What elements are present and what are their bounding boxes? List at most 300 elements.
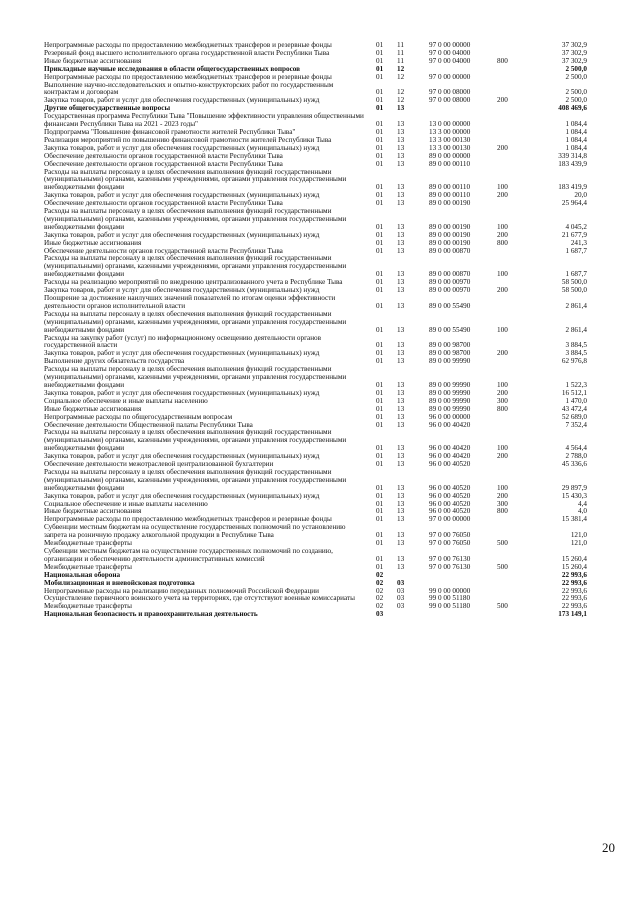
row-amount: 3 884,5: [565, 341, 587, 350]
row-target-item-code: 89 0 00 98700: [429, 341, 471, 350]
row-section-code: 01: [376, 48, 384, 57]
row-target-item-code: 89 0 00 00110: [429, 191, 471, 200]
row-target-item-code: 89 0 00 00870: [429, 246, 471, 255]
row-section-code: 01: [376, 270, 384, 279]
row-name: Выполнение научно-исследовательских и опытно-конструкторских работ по государственным контрактам и договорам: [44, 80, 334, 97]
row-name: Социальное обеспечение и иные выплаты населению: [44, 396, 208, 405]
row-target-item-code: 99 0 00 51180: [429, 602, 471, 611]
row-expense-type-code: 800: [497, 404, 508, 413]
row-subsection-code: 12: [397, 96, 405, 105]
row-amount: 1 687,7: [565, 270, 587, 279]
row-subsection-code: 13: [397, 420, 405, 429]
row-section-code: 01: [376, 554, 384, 563]
row-subsection-code: 13: [397, 246, 405, 255]
row-name: Расходы на выплаты персоналу в целях обеспечения выполнения функций государственными (муниципальными) органами, казенными учреждениями, органами управления государственными внебюджетными фондами: [44, 207, 347, 231]
row-amount: 22 993,6: [561, 602, 587, 611]
row-section-code: 01: [376, 404, 384, 413]
row-section-code: 01: [376, 515, 384, 524]
row-amount: 183 419,9: [558, 183, 587, 192]
row-amount: 45 336,6: [561, 460, 587, 469]
row-amount: 37 302,9: [561, 56, 587, 65]
row-target-item-code: 89 0 00 99990: [429, 404, 471, 413]
row-expense-type-code: 500: [497, 602, 508, 611]
row-section-code: 01: [376, 357, 384, 366]
row-target-item-code: 89 0 00 00190: [429, 230, 471, 239]
row-name: Закупка товаров, работ и услуг для обеспечения государственных (муниципальных) нужд: [44, 286, 320, 295]
row-section-code: 01: [376, 238, 384, 247]
row-name: Резервный фонд высшего исполнительного органа государственной власти Республики Тыва: [44, 48, 330, 57]
row-expense-type-code: 200: [497, 286, 508, 295]
row-amount: 3 884,5: [565, 349, 587, 358]
row-expense-type-code: 200: [497, 96, 508, 105]
row-section-code: 01: [376, 380, 384, 389]
row-amount: 1 522,3: [565, 380, 587, 389]
row-subsection-code: 13: [397, 499, 405, 508]
row-subsection-code: 13: [397, 127, 405, 136]
row-expense-type-code: 500: [497, 562, 508, 571]
row-section-code: 01: [376, 135, 384, 144]
row-subsection-code: 13: [397, 491, 405, 500]
row-amount: 16 512,1: [561, 388, 587, 397]
row-section-code: 01: [376, 64, 384, 73]
row-amount: 183 439,9: [558, 159, 587, 168]
row-target-item-code: 96 0 00 40520: [429, 483, 471, 492]
row-section-code: 01: [376, 396, 384, 405]
row-name: Закупка товаров, работ и услуг для обеспечения государственных (муниципальных) нужд: [44, 191, 320, 200]
row-amount: 4 045,2: [565, 222, 587, 231]
row-expense-type-code: 300: [497, 396, 508, 405]
row-section-code: 01: [376, 420, 384, 429]
row-name: Расходы на выплаты персоналу в целях обеспечения выполнения функций государственными (муниципальными) органами, казенными учреждениями, органами управления государственными внебюджетными фондами: [44, 428, 347, 453]
row-name: Закупка товаров, работ и услуг для обеспечения государственных (муниципальных) нужд: [44, 143, 320, 152]
row-target-item-code: 13 3 00 00130: [429, 143, 471, 152]
row-subsection-code: 13: [397, 396, 405, 405]
row-name: Обеспечение деятельности органов государственной власти Республики Тыва: [44, 246, 283, 255]
row-section-code: 01: [376, 183, 384, 192]
row-name: Непрограммные расходы по предоставлению межбюджетных трансферов и резервные фонды: [44, 72, 332, 81]
table-row: [44, 335, 604, 351]
row-subsection-code: 13: [397, 444, 405, 453]
row-section-code: 02: [376, 602, 384, 611]
row-amount: 339 314,8: [558, 151, 587, 160]
row-subsection-code: 13: [397, 238, 405, 247]
row-target-item-code: 13 0 00 00000: [429, 120, 471, 129]
row-target-item-code: 97 0 00 00000: [429, 515, 471, 524]
row-subsection-code: 12: [397, 72, 405, 81]
row-subsection-code: 13: [397, 388, 405, 397]
row-name: Закупка товаров, работ и услуг для обеспечения государственных (муниципальных) нужд: [44, 491, 320, 500]
row-target-item-code: 89 0 00 99990: [429, 396, 471, 405]
row-section-code: 01: [376, 483, 384, 492]
row-section-code: 01: [376, 199, 384, 208]
row-name: Межбюджетные трансферты: [44, 539, 132, 548]
row-subsection-code: 11: [397, 41, 404, 49]
row-name: Осуществление первичного воинского учета на территориях, где отсутствуют военные комиссариаты: [44, 594, 355, 603]
row-name: Расходы на выплаты персоналу в целях обеспечения выполнения функций государственными (муниципальными) органами, казенными учреждениями, органами управления государственными внебюджетными фондами: [44, 254, 347, 279]
row-amount: 25 964,4: [561, 199, 587, 208]
row-amount: 121,0: [570, 531, 587, 540]
row-section-code: 01: [376, 104, 384, 113]
row-target-item-code: 97 0 00 76130: [429, 554, 471, 563]
row-section-code: 01: [376, 159, 384, 168]
row-name: Расходы на закупку работ (услуг) по информационному освещению деятельности органов государственной власти: [44, 333, 322, 350]
row-amount: 2 861,4: [565, 301, 587, 310]
row-name: Расходы на выплаты персоналу в целях обеспечения выполнения функций государственными (муниципальными) органами, казенными учреждениями, органами управления государственными внебюджетными фондами: [44, 167, 347, 192]
row-subsection-code: 13: [397, 222, 405, 231]
row-subsection-code: 13: [397, 460, 405, 469]
row-name: Обеспечение деятельности органов государственной власти Республики Тыва: [44, 151, 283, 160]
row-section-code: 01: [376, 286, 384, 295]
row-name: Другие общегосударственные вопросы: [44, 104, 171, 113]
row-target-item-code: 96 0 00 40420: [429, 444, 471, 453]
row-section-code: 01: [376, 562, 384, 571]
row-amount: 15 381,4: [561, 515, 587, 524]
row-amount: 15 260,4: [561, 554, 587, 563]
row-subsection-code: 13: [397, 286, 405, 295]
row-expense-type-code: 200: [497, 349, 508, 358]
row-subsection-code: 13: [397, 301, 405, 310]
row-target-item-code: 13 3 00 00130: [429, 135, 471, 144]
row-section-code: 01: [376, 301, 384, 310]
row-amount: 2 500,0: [565, 72, 587, 81]
row-section-code: 01: [376, 278, 384, 287]
row-name: Субвенции местным бюджетам на осуществление государственных полномочий по созданию, организации и обеспечению деятельности административных комиссий: [44, 547, 333, 563]
row-section-code: 01: [376, 539, 384, 548]
row-expense-type-code: 100: [497, 270, 508, 279]
row-subsection-code: 03: [397, 602, 405, 611]
row-name: Государственная программа Республики Тыва "Повышение эффективности управления общественными финансами Республики Тыва на 2021 - 2023 годы": [44, 112, 364, 129]
row-section-code: 01: [376, 246, 384, 255]
row-amount: 37 302,9: [561, 41, 587, 49]
row-amount: 1 084,4: [565, 143, 587, 152]
row-section-code: 02: [376, 570, 384, 579]
row-target-item-code: 89 0 00 00870: [429, 270, 471, 279]
row-section-code: 01: [376, 120, 384, 129]
row-target-item-code: 89 0 00 00190: [429, 222, 471, 231]
row-expense-type-code: 100: [497, 444, 508, 453]
row-expense-type-code: 200: [497, 388, 508, 397]
row-section-code: 01: [376, 491, 384, 500]
row-target-item-code: 97 0 00 76130: [429, 562, 471, 571]
row-target-item-code: 89 0 00 98700: [429, 349, 471, 358]
row-expense-type-code: 500: [497, 539, 508, 548]
row-name: Межбюджетные трансферты: [44, 602, 132, 611]
row-target-item-code: 89 0 00 00110: [429, 159, 471, 168]
row-name: Выполнение других обязательств государства: [44, 357, 185, 366]
table-row: [44, 113, 604, 129]
row-subsection-code: 13: [397, 143, 405, 152]
row-amount: 29 897,9: [561, 483, 587, 492]
row-amount: 173 149,1: [558, 610, 587, 619]
row-target-item-code: 97 0 00 00000: [429, 41, 471, 49]
row-amount: 2 500,0: [565, 64, 587, 73]
table-row: [44, 564, 604, 572]
row-name: Непрограммные расходы по общегосударственным вопросам: [44, 412, 233, 421]
row-subsection-code: 13: [397, 199, 405, 208]
row-target-item-code: 89 0 00 99990: [429, 357, 471, 366]
row-subsection-code: 13: [397, 404, 405, 413]
row-subsection-code: 13: [397, 270, 405, 279]
row-target-item-code: 89 0 00 99990: [429, 388, 471, 397]
row-subsection-code: 12: [397, 64, 405, 73]
row-amount: 15 260,4: [561, 562, 587, 571]
row-section-code: 01: [376, 444, 384, 453]
row-subsection-code: 03: [397, 586, 405, 595]
row-name: Национальная оборона: [44, 570, 121, 579]
row-section-code: 01: [376, 96, 384, 105]
row-name: Национальная безопасность и правоохранительная деятельность: [44, 610, 258, 619]
row-amount: 121,0: [570, 539, 587, 548]
row-target-item-code: 96 0 00 40520: [429, 460, 471, 469]
row-amount: 52 689,0: [561, 412, 587, 421]
row-expense-type-code: 800: [497, 238, 508, 247]
row-section-code: 01: [376, 507, 384, 516]
table-row: [44, 611, 604, 619]
row-name: Поощрение за достижение наилучших значений показателей по итогам оценки эффективности деятельности органов исполнительной власти: [44, 294, 336, 310]
row-name: Обеспечение деятельности органов государственной власти Республики Тыва: [44, 199, 283, 208]
row-target-item-code: 96 0 00 40520: [429, 491, 471, 500]
row-amount: 22 993,6: [561, 578, 587, 587]
row-amount: 2 500,0: [565, 96, 587, 105]
row-target-item-code: 99 0 00 51180: [429, 594, 471, 603]
row-target-item-code: 96 0 00 40420: [429, 452, 471, 461]
row-subsection-code: 03: [397, 594, 405, 603]
row-section-code: 01: [376, 230, 384, 239]
row-amount: 37 302,9: [561, 48, 587, 57]
row-subsection-code: 13: [397, 104, 405, 113]
row-target-item-code: 89 0 00 00000: [429, 151, 471, 160]
row-target-item-code: 97 0 00 04000: [429, 48, 471, 57]
row-section-code: 01: [376, 143, 384, 152]
row-amount: 4,4: [578, 499, 587, 508]
row-section-code: 02: [376, 586, 384, 595]
row-target-item-code: 89 0 00 99990: [429, 380, 471, 389]
table-row: [44, 208, 604, 232]
row-subsection-code: 12: [397, 88, 405, 97]
row-name: Прикладные научные исследования в области общегосударственных вопросов: [44, 64, 301, 73]
row-target-item-code: 13 3 00 00000: [429, 127, 471, 136]
row-name: Субвенции местным бюджетам на осуществление государственных полномочий по установлению запрета на розничную продажу алкогольной продукции в Республике Тыва: [44, 523, 346, 540]
row-subsection-code: 13: [397, 191, 405, 200]
row-subsection-code: 13: [397, 452, 405, 461]
row-subsection-code: 13: [397, 562, 405, 571]
row-subsection-code: 13: [397, 412, 405, 421]
row-section-code: 01: [376, 151, 384, 160]
row-amount: 15 430,3: [561, 491, 587, 500]
row-target-item-code: 97 0 00 76050: [429, 531, 471, 540]
row-name: Непрограммные расходы по предоставлению межбюджетных трансферов и резервные фонды: [44, 515, 332, 524]
row-target-item-code: 89 0 00 00190: [429, 238, 471, 247]
row-subsection-code: 11: [397, 56, 404, 65]
row-target-item-code: 97 0 00 08000: [429, 88, 471, 97]
row-subsection-code: 13: [397, 120, 405, 129]
page-number: 20: [602, 840, 615, 855]
row-subsection-code: 13: [397, 230, 405, 239]
row-section-code: 01: [376, 72, 384, 81]
row-amount: 43 472,4: [561, 404, 587, 413]
row-expense-type-code: 100: [497, 183, 508, 192]
row-subsection-code: 13: [397, 357, 405, 366]
row-subsection-code: 13: [397, 325, 405, 334]
row-name: Обеспечение деятельности межотраслевой централизованной бухгалтерии: [44, 460, 274, 469]
row-section-code: 01: [376, 41, 384, 49]
row-amount: 1 687,7: [565, 246, 587, 255]
row-name: Закупка товаров, работ и услуг для обеспечения государственных (муниципальных) нужд: [44, 96, 320, 105]
row-subsection-code: 13: [397, 151, 405, 160]
row-expense-type-code: 100: [497, 483, 508, 492]
row-target-item-code: 96 0 00 00000: [429, 412, 471, 421]
row-expense-type-code: 200: [497, 491, 508, 500]
row-name: Расходы на выплаты персоналу в целях обеспечения выполнения функций государственными (муниципальными) органами, казенными учреждениями, органами управления государственными внебюджетными фондами: [44, 365, 347, 389]
row-target-item-code: 97 0 00 76050: [429, 539, 471, 548]
row-name: Расходы на выплаты персоналу в целях обеспечения выполнения функций государственными (муниципальными) органами, казенными учреждениями, органами управления государственными внебюджетными фондами: [44, 467, 347, 492]
row-subsection-code: 13: [397, 159, 405, 168]
row-name: Закупка товаров, работ и услуг для обеспечения государственных (муниципальных) нужд: [44, 452, 320, 461]
row-target-item-code: 89 0 00 00190: [429, 199, 471, 208]
row-name: Непрограммные расходы на реализацию переданных полномочий Российской Федерации: [44, 586, 319, 595]
row-subsection-code: 13: [397, 554, 405, 563]
row-expense-type-code: 100: [497, 222, 508, 231]
row-target-item-code: 96 0 00 40520: [429, 499, 471, 508]
row-target-item-code: 89 0 00 55490: [429, 301, 471, 310]
row-target-item-code: 99 0 00 00000: [429, 586, 471, 595]
row-section-code: 02: [376, 594, 384, 603]
row-subsection-code: 13: [397, 483, 405, 492]
row-name: Иные бюджетные ассигнования: [44, 238, 142, 247]
row-name: Подпрограмма "Повышение финансовой грамотности жителей Республики Тыва": [44, 127, 296, 136]
row-section-code: 01: [376, 127, 384, 136]
row-section-code: 01: [376, 499, 384, 508]
row-section-code: 01: [376, 460, 384, 469]
row-expense-type-code: 200: [497, 191, 508, 200]
row-expense-type-code: 800: [497, 507, 508, 516]
row-section-code: 01: [376, 56, 384, 65]
row-name: Непрограммные расходы по предоставлению межбюджетных трансферов и резервные фонды: [44, 41, 332, 49]
row-subsection-code: 13: [397, 380, 405, 389]
row-subsection-code: 13: [397, 278, 405, 287]
row-section-code: 01: [376, 452, 384, 461]
budget-table: [44, 42, 604, 619]
row-target-item-code: 96 0 00 40420: [429, 420, 471, 429]
row-name: Иные бюджетные ассигнования: [44, 507, 142, 516]
row-subsection-code: 11: [397, 48, 404, 57]
row-name: Иные бюджетные ассигнования: [44, 404, 142, 413]
row-section-code: 02: [376, 578, 384, 587]
row-section-code: 01: [376, 325, 384, 334]
row-target-item-code: 97 0 00 00000: [429, 72, 471, 81]
row-section-code: 01: [376, 388, 384, 397]
row-subsection-code: 13: [397, 539, 405, 548]
row-amount: 58 500,0: [561, 278, 587, 287]
row-section-code: 03: [376, 610, 384, 619]
table-row: [44, 429, 604, 453]
row-section-code: 01: [376, 191, 384, 200]
row-amount: 62 976,8: [561, 357, 587, 366]
row-subsection-code: 03: [397, 578, 405, 587]
row-expense-type-code: 100: [497, 325, 508, 334]
row-section-code: 01: [376, 88, 384, 97]
row-target-item-code: 89 0 00 55490: [429, 325, 471, 334]
table-row: [44, 255, 604, 279]
table-row: [44, 169, 604, 193]
row-name: Расходы на выплаты персоналу в целях обеспечения выполнения функций государственными (муниципальными) органами, казенными учреждениями, органами управления государственными внебюджетными фондами: [44, 309, 347, 334]
row-amount: 7 352,4: [565, 420, 587, 429]
table-row: [44, 295, 604, 311]
row-name: Социальное обеспечение и иные выплаты населению: [44, 499, 208, 508]
table-row: [44, 469, 604, 493]
row-amount: 1 084,4: [565, 127, 587, 136]
row-name: Реализация мероприятий по повышению финансовой грамотности жителей Республики Тыва: [44, 135, 332, 144]
row-name: Межбюджетные трансферты: [44, 562, 132, 571]
row-target-item-code: 96 0 00 40520: [429, 507, 471, 516]
row-amount: 2 861,4: [565, 325, 587, 334]
row-subsection-code: 13: [397, 135, 405, 144]
row-target-item-code: 97 0 00 08000: [429, 96, 471, 105]
row-name: Иные бюджетные ассигнования: [44, 56, 142, 65]
row-expense-type-code: 300: [497, 499, 508, 508]
row-amount: 22 993,6: [561, 594, 587, 603]
row-amount: 1 084,4: [565, 120, 587, 129]
row-amount: 4,0: [578, 507, 587, 516]
row-amount: 22 993,6: [561, 586, 587, 595]
row-amount: 1 084,4: [565, 135, 587, 144]
row-target-item-code: 97 0 00 04000: [429, 56, 471, 65]
row-name: Обеспечение деятельности органов государственной власти Республики Тыва: [44, 159, 283, 168]
table-row: [44, 311, 604, 335]
row-amount: 4 564,4: [565, 444, 587, 453]
row-amount: 2 788,0: [565, 452, 587, 461]
row-name: Обеспечение деятельности Общественной палаты Республики Тыва: [44, 420, 253, 429]
row-section-code: 01: [376, 349, 384, 358]
table-row: [44, 548, 604, 564]
row-amount: 20,0: [574, 191, 587, 200]
table-row: [44, 366, 604, 390]
row-target-item-code: 89 0 00 00970: [429, 278, 471, 287]
row-section-code: 01: [376, 412, 384, 421]
row-section-code: 01: [376, 531, 384, 540]
row-subsection-code: 13: [397, 515, 405, 524]
row-subsection-code: 13: [397, 349, 405, 358]
table-row: [44, 524, 604, 540]
row-expense-type-code: 800: [497, 56, 508, 65]
row-target-item-code: 89 0 00 00110: [429, 183, 471, 192]
row-amount: 58 500,0: [561, 286, 587, 295]
row-subsection-code: 13: [397, 507, 405, 516]
row-expense-type-code: 200: [497, 143, 508, 152]
row-amount: 241,3: [570, 238, 587, 247]
row-amount: 2 500,0: [565, 88, 587, 97]
row-expense-type-code: 200: [497, 452, 508, 461]
row-name: Закупка товаров, работ и услуг для обеспечения государственных (муниципальных) нужд: [44, 349, 320, 358]
row-amount: 22 993,6: [561, 570, 587, 579]
row-subsection-code: 13: [397, 531, 405, 540]
row-name: Расходы на реализацию мероприятий по внедрению централизованного учета в Республике Тыва: [44, 278, 343, 287]
row-name: Мобилизационная и вневойсковая подготовка: [44, 578, 195, 587]
row-expense-type-code: 100: [497, 380, 508, 389]
row-amount: 408 469,6: [558, 104, 587, 113]
row-name: Закупка товаров, работ и услуг для обеспечения государственных (муниципальных) нужд: [44, 230, 320, 239]
row-section-code: 01: [376, 341, 384, 350]
row-name: Закупка товаров, работ и услуг для обеспечения государственных (муниципальных) нужд: [44, 388, 320, 397]
row-subsection-code: 13: [397, 183, 405, 192]
row-section-code: 01: [376, 222, 384, 231]
row-amount: 21 677,9: [561, 230, 587, 239]
table-row: [44, 82, 604, 98]
row-expense-type-code: 200: [497, 230, 508, 239]
row-target-item-code: 89 0 00 00970: [429, 286, 471, 295]
row-amount: 1 470,0: [565, 396, 587, 405]
row-subsection-code: 13: [397, 341, 405, 350]
